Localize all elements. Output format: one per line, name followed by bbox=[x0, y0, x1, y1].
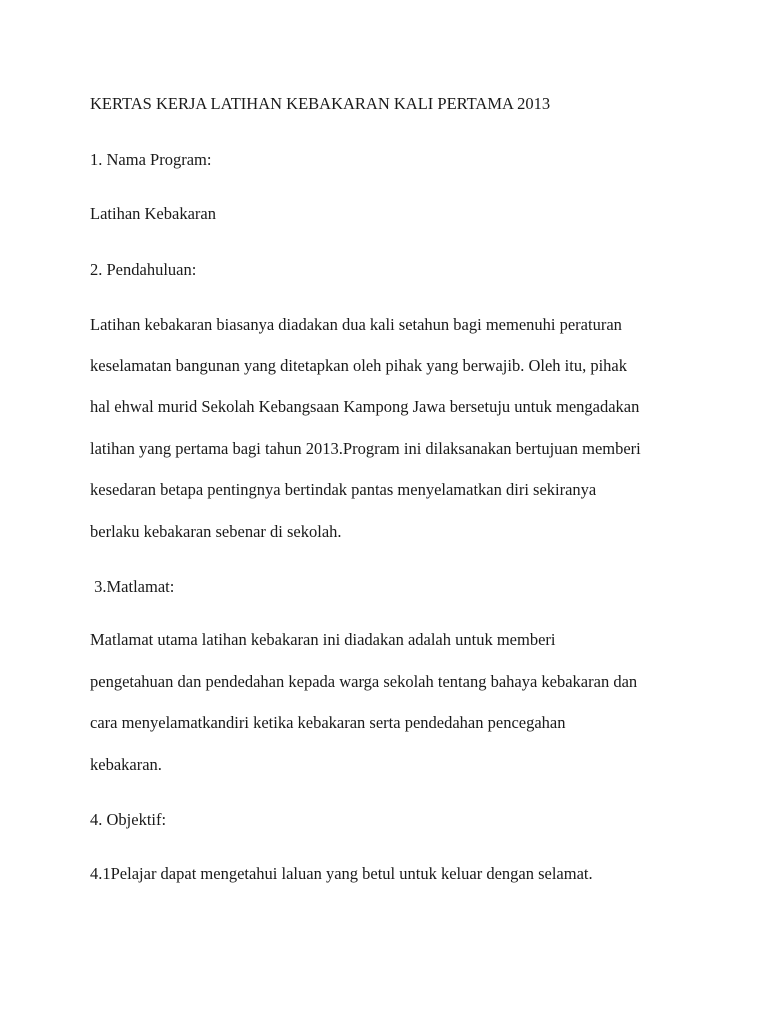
section-2-line: keselamatan bangunan yang ditetapkan oleh pihak yang berwajib. Oleh itu, pihak bbox=[90, 356, 627, 375]
section-2-line: kesedaran betapa pentingnya bertindak pantas menyelamatkan diri sekiranya bbox=[90, 480, 597, 499]
section-2-line: berlaku kebakaran sebenar di sekolah. bbox=[90, 522, 342, 541]
section-2-line: latihan yang pertama bagi tahun 2013.Program ini dilaksanakan bertujuan memberi bbox=[90, 439, 641, 458]
section-3-line: kebakaran. bbox=[90, 755, 162, 774]
document-title: KERTAS KERJA LATIHAN KEBAKARAN KALI PERTAMA 2013 bbox=[90, 94, 551, 113]
section-1-body: Latihan Kebakaran bbox=[90, 204, 216, 223]
section-3-heading: 3.Matlamat: bbox=[90, 577, 175, 596]
section-4-item: 4.1Pelajar dapat mengetahui laluan yang betul untuk keluar dengan selamat. bbox=[90, 864, 593, 883]
section-2-heading: 2. Pendahuluan: bbox=[90, 260, 197, 279]
section-3-line: Matlamat utama latihan kebakaran ini diadakan adalah untuk memberi bbox=[90, 630, 556, 649]
section-3-line: pengetahuan dan pendedahan kepada warga sekolah tentang bahaya kebakaran dan bbox=[90, 672, 638, 691]
section-3-line: cara menyelamatkandiri ketika kebakaran serta pendedahan pencegahan bbox=[90, 713, 566, 732]
section-2-line: hal ehwal murid Sekolah Kebangsaan Kampong Jawa bersetuju untuk mengadakan bbox=[90, 397, 640, 416]
section-2-line: Latihan kebakaran biasanya diadakan dua kali setahun bagi memenuhi peraturan bbox=[90, 315, 622, 334]
section-4-heading: 4. Objektif: bbox=[90, 810, 167, 829]
section-1-heading: 1. Nama Program: bbox=[90, 150, 212, 169]
